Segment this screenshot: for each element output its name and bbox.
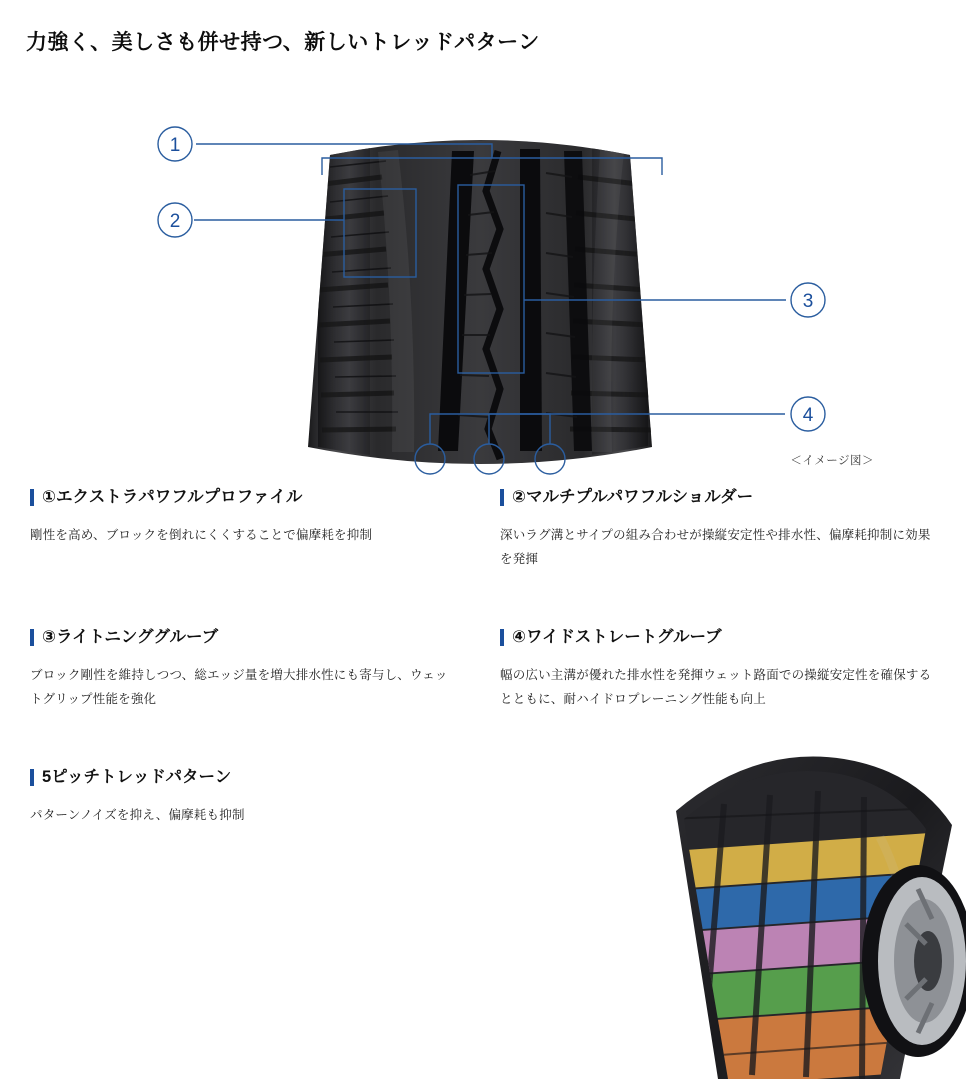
feature-title-1: ①エクストラパワフルプロファイル [30,487,460,508]
callout-1 [158,127,192,161]
feature-title-4: ④ワイドストレートグルーブ [500,627,940,648]
feature-title-3: ③ライトニンググルーブ [30,627,460,648]
feature-body-2: 深いラグ溝とサイプの組み合わせが操縦安定性や排水性、偏摩耗抑制に効果を発揮 [500,528,931,566]
tread-diagram-svg [0,55,966,475]
tread-pattern-diagram [0,55,966,475]
pitch-pattern-image [666,749,966,1079]
feature-body-3: ブロック剛性を維持しつつ、総エッジ量を増大排水性にも寄与し、ウェットグリップ性能を強化 [30,668,448,706]
feature-body-4: 幅の広い主溝が優れた排水性を発揮ウェット路面での操縦安定性を確保するとともに、耐ハイドロプレーニング性能も向上 [500,668,932,706]
svg-text:4: 4 [802,405,814,426]
feature-body-5: パターンノイズを抑え、偏摩耗も抑制 [30,808,245,823]
callout-4 [791,397,825,431]
feature-item-1 [30,487,460,548]
svg-text:3: 3 [802,291,814,312]
page-title: 力強く、美しさも併せ持つ、新しいトレッドパターン [26,31,540,55]
svg-text:1: 1 [169,135,181,156]
feature-item-5 [30,767,460,828]
feature-body-1: 剛性を高め、ブロックを倒れにくくすることで偏摩耗を抑制 [30,528,373,543]
callout-2 [158,203,192,237]
pitch-tire-svg [666,749,966,1079]
callout-3 [791,283,825,317]
svg-text:2: 2 [169,211,181,232]
feature-item-2 [500,487,940,571]
feature-title-5: 5ピッチトレッドパターン [30,767,460,788]
feature-item-4 [500,627,940,711]
feature-title-2: ②マルチプルパワフルショルダー [500,487,940,508]
feature-item-3 [30,627,460,711]
image-disclaimer: ＜イメージ図＞ [790,455,874,467]
